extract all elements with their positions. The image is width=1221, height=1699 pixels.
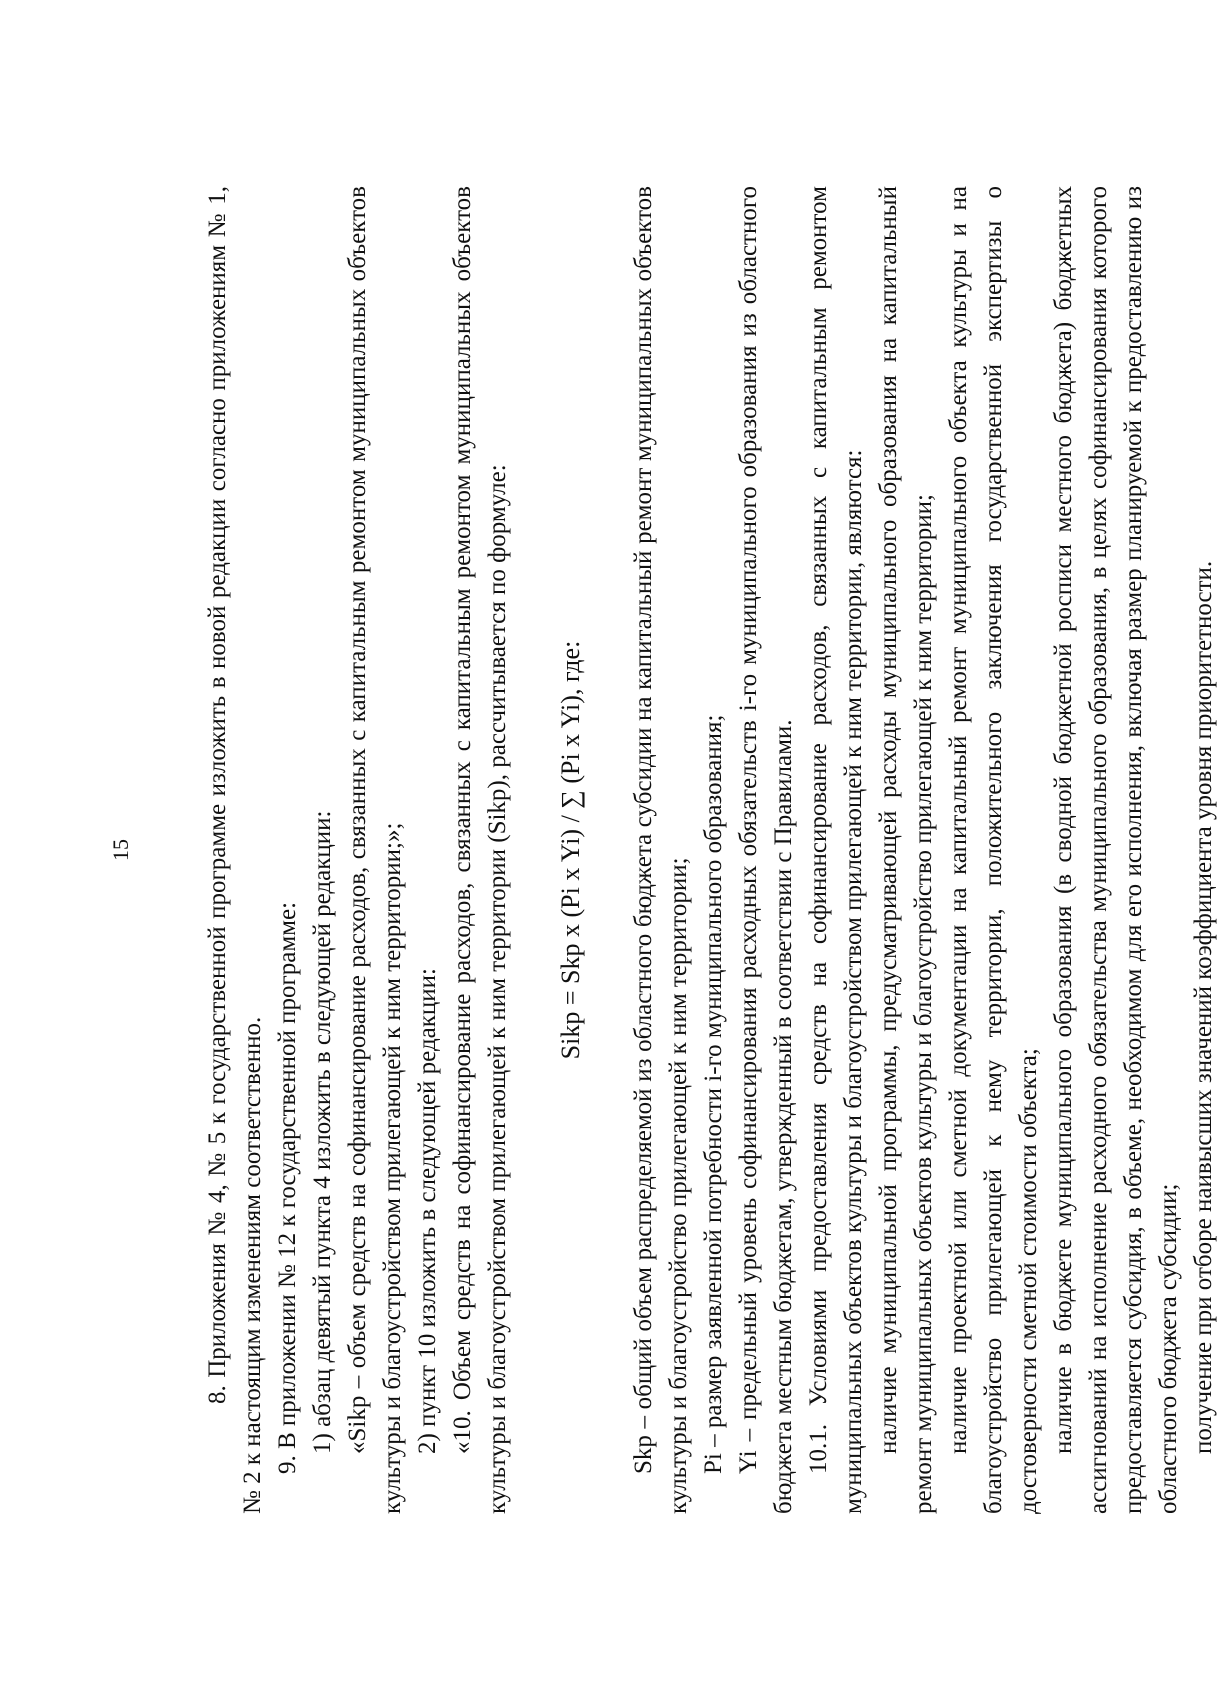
page-number: 15 — [108, 838, 133, 861]
paragraph-item-8: 8. Приложения № 4, № 5 к государственной программе изложить в новой редакции согласно приложениям № 1, № 2 к настоящим изменениям соответственно. — [204, 185, 266, 1514]
paragraph-item-10: «10. Объем средств на софинансирование расходов, связанных с капитальным ремонтом муниципальных объектов культуры и благоустройством прилегающей к ним территории (Sikp), рассчитывается по формуле: — [449, 185, 511, 1514]
condition-documentation: наличие проектной или сметной документации на капитальный ремонт муниципального объекта культуры и на благоустройство прилегающей к нему территории, положительного заключения государственной экспертизы о достоверности сметной стоимости объекта; — [945, 185, 1042, 1514]
paragraph-quote-sikp: «Sikp – объем средств на софинансирование расходов, связанных с капитальным ремонтом муниципальных объектов культуры и благоустройством прилегающей к ним территории;»; — [344, 185, 406, 1514]
paragraph-subitem-2: 2) пункт 10 изложить в следующей редакции: — [414, 967, 441, 1454]
condition-budget: наличие в бюджете муниципального образования (в сводной бюджетной росписи местного бюджета) бюджетных ассигнований на исполнение расходного обязательства муниципального образования, в целях софинансирования которого предоставляется субсидия, в объеме, необходимом для его исполнения, включая размер планируемой к предоставлению из областного бюджета субсидии; — [1050, 185, 1182, 1514]
paragraph-item-9: 9. В приложении № 12 к государственной программе: — [274, 901, 301, 1474]
rotated-document-sheet — [100, 140, 1217, 1560]
condition-program: наличие муниципальной программы, предусматривающей расходы муниципального образования на капитальный ремонт муниципальных объектов культуры и благоустройство прилегающей к ним территории; — [875, 185, 937, 1514]
definition-yi: Yi – предельный уровень софинансирования расходных обязательств i-го муниципального образования из областного бюджета местным бюджетам, утвержденный в соответствии с Правилами. — [735, 185, 797, 1514]
document-body — [200, 186, 1221, 1514]
paragraph-item-10-1: 10.1. Условиями предоставления средств на софинансирование расходов, связанных с капитальным ремонтом муниципальных объектов культуры и благоустройством прилегающей к ним территории, являются: — [805, 185, 867, 1514]
definition-skp: Skp – общий объем распределяемой из областного бюджета субсидии на капитальный ремонт муниципальных объектов культуры и благоустройство прилегающей к ним территории; — [630, 185, 692, 1514]
formula-sikp: Sikp = Skp x (Pi x Yi) / ∑ (Pi x Yi), где: — [556, 640, 585, 1059]
paragraph-subitem-1: 1) абзац девятый пункта 4 изложить в следующей редакции: — [309, 810, 336, 1454]
definition-pi: Pi – размер заявленной потребности i-го муниципального образования; — [700, 714, 727, 1474]
condition-priority: получение при отборе наивысших значений коэффициента уровня приоритетности. — [1190, 560, 1217, 1454]
